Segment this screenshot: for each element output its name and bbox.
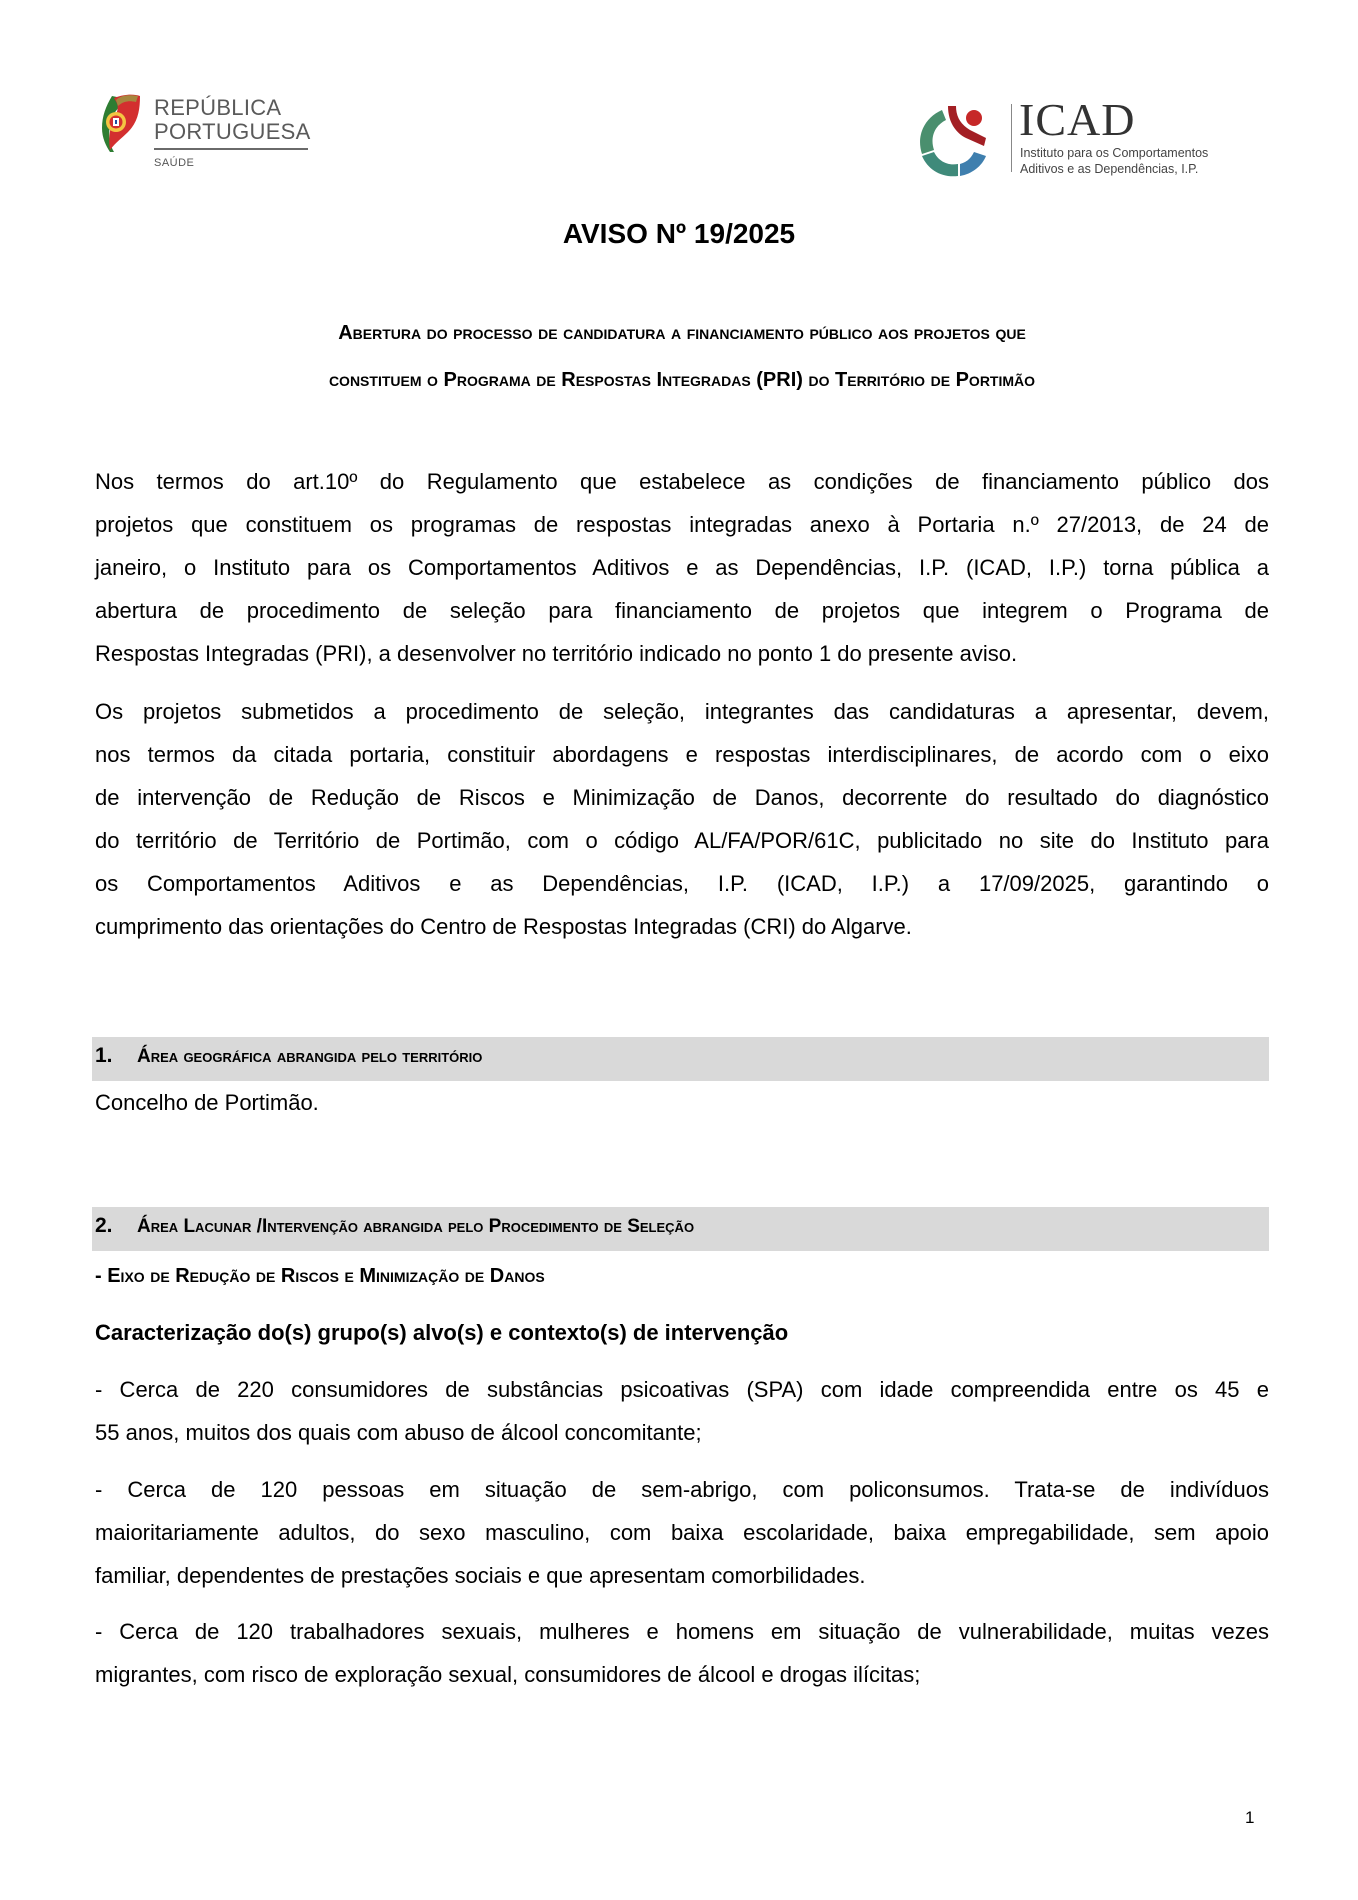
document-title: AVISO Nº 19/2025 (562, 218, 796, 249)
section-1-heading (95, 1044, 482, 1068)
icad-emblem-icon (912, 100, 994, 182)
logo-underline (154, 148, 308, 150)
target-group-item-2 (95, 1468, 1269, 1597)
intro-paragraph-1 (95, 460, 1269, 675)
intro-paragraph-2 (95, 690, 1269, 948)
target-group-item-1 (95, 1368, 1269, 1454)
section-2-heading (95, 1214, 694, 1238)
portuguese-flag-emblem-icon (98, 92, 142, 154)
target-group-heading: Caracterização do(s) grupo(s) alvo(s) e contexto(s) de intervenção (95, 1320, 789, 1345)
paragraph-line: - Cerca de 120 trabalhadores sexuais, mulheres e homens em situação de vulnerabilidade, muitas vezes (95, 1619, 1269, 1644)
target-group-item-3 (95, 1610, 1269, 1696)
section-number: 2. (95, 1214, 113, 1237)
page-number: 1 (1245, 1808, 1255, 1827)
logo-divider (1011, 104, 1012, 172)
logo-subtitle-saude: SAÚDE (154, 157, 195, 169)
subtitle-line: Abertura do processo de candidatura a financiamento público aos projetos que (338, 322, 1026, 344)
paragraph-line: do território de Território de Portimão, com o código AL/FA/POR/61C, publicitado no site do Instituto para (95, 828, 1269, 853)
paragraph-line: - Cerca de 120 pessoas em situação de sem-abrigo, com policonsumos. Trata-se de indivíduos (95, 1477, 1269, 1502)
section-number: 1. (95, 1044, 113, 1067)
paragraph-line: de intervenção de Redução de Riscos e Minimização de Danos, decorrente do resultado do diagnóstico (95, 785, 1269, 810)
republica-portuguesa-text (154, 96, 311, 144)
paragraph-line: 55 anos, muitos dos quais com abuso de álcool concomitante; (95, 1420, 702, 1445)
section-title: Área Lacunar /Intervenção abrangida pelo Procedimento de Seleção (137, 1216, 695, 1237)
logo-line-republica: REPÚBLICA (154, 95, 282, 120)
paragraph-line: maioritariamente adultos, do sexo masculino, com baixa escolaridade, baixa empregabilidade, sem apoio (95, 1520, 1269, 1545)
paragraph-line: Os projetos submetidos a procedimento de seleção, integrantes das candidaturas a apresentar, devem, (95, 699, 1269, 724)
axis-heading: - Eixo de Redução de Riscos e Minimização de Danos (95, 1265, 545, 1287)
paragraph-line: Nos termos do art.10º do Regulamento que estabelece as condições de financiamento público dos (95, 469, 1269, 494)
paragraph-line: abertura de procedimento de seleção para financiamento de projetos que integrem o Programa de (95, 598, 1269, 623)
section-1-content: Concelho de Portimão. (95, 1090, 319, 1115)
icad-name-line1: Instituto para os Comportamentos (1020, 146, 1209, 160)
document-subtitle (95, 310, 1269, 404)
paragraph-line: nos termos da citada portaria, constituir abordagens e respostas interdisciplinares, de acordo com o eixo (95, 742, 1269, 767)
icad-logo (912, 96, 1222, 186)
subtitle-line: constituem o Programa de Respostas Integradas (PRI) do Território de Portimão (328, 369, 1036, 391)
republica-portuguesa-logo (98, 88, 318, 174)
logo-line-portuguesa: PORTUGUESA (154, 119, 311, 144)
paragraph-line: janeiro, o Instituto para os Comportamentos Aditivos e as Dependências, I.P. (ICAD, I.P.) torna pública a (95, 555, 1269, 580)
paragraph-line: cumprimento das orientações do Centro de Respostas Integradas (CRI) do Algarve. (95, 914, 912, 939)
icad-name-line2: Aditivos e as Dependências, I.P. (1020, 162, 1199, 176)
paragraph-line: projetos que constituem os programas de respostas integradas anexo à Portaria n.º 27/2013, de 24 de (95, 512, 1269, 537)
paragraph-line: migrantes, com risco de exploração sexual, consumidores de álcool e drogas ilícitas; (95, 1662, 921, 1687)
paragraph-line: Respostas Integradas (PRI), a desenvolver no território indicado no ponto 1 do presente aviso. (95, 641, 1018, 666)
paragraph-line: familiar, dependentes de prestações sociais e que apresentam comorbilidades. (95, 1563, 866, 1588)
paragraph-line: os Comportamentos Aditivos e as Dependências, I.P. (ICAD, I.P.) a 17/09/2025, garantindo o (95, 871, 1269, 896)
icad-acronym: ICAD (1019, 94, 1136, 145)
paragraph-line: - Cerca de 220 consumidores de substâncias psicoativas (SPA) com idade compreendida entre os 45 e (95, 1377, 1269, 1402)
section-title: Área geográfica abrangida pelo território (137, 1046, 483, 1067)
